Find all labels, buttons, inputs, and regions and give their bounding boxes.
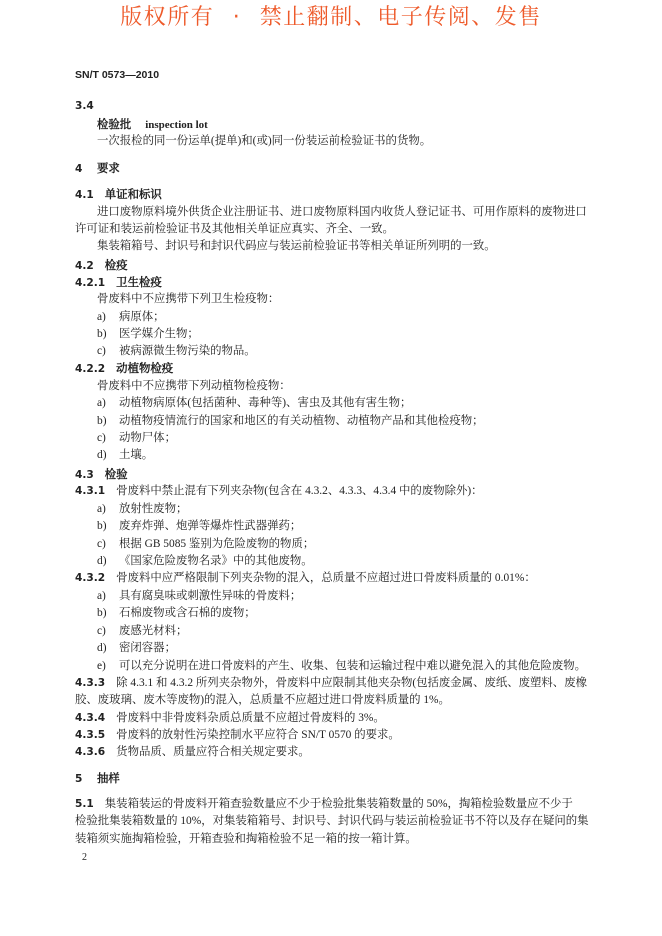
clause-5-1-line1: [75, 797, 573, 811]
clause-number: 5: [75, 773, 83, 785]
clause-number: 4.3.6: [75, 746, 106, 758]
clause-title: 要求: [97, 161, 120, 175]
list-item: [97, 659, 586, 673]
list-label: a): [97, 590, 106, 602]
clause-5-1-line3: 装箱须实施掏箱检验，开箱查验和掏箱检验不足一箱的按一箱计算。: [75, 833, 417, 845]
clause-4-2-1-heading: [75, 275, 162, 289]
clause-4-heading: [75, 161, 120, 175]
clause-4-1-heading: [75, 187, 162, 201]
list-text: 密闭容器；: [119, 642, 176, 654]
clause-4-3-3-line1: [75, 676, 587, 690]
list-label: d): [97, 449, 107, 461]
list-text: 可以充分说明在进口骨废料的产生、收集、包装和运输过程中难以避免混入的其他危险废物。: [119, 660, 587, 672]
term-chinese: 检验批: [97, 117, 132, 131]
list-item: [97, 310, 165, 324]
clause-text: 骨废料中禁止混有下列夹杂物(包含在 4.3.2、4.3.3、4.3.4 中的废物除外)：: [116, 485, 483, 497]
list-label: b): [97, 520, 107, 532]
clause-4-3-heading: [75, 467, 128, 481]
clause-4-3-1: [75, 484, 483, 498]
clause-text: 除 4.3.1 和 4.3.2 所列夹杂物外，骨废料中应限制其他夹杂物(包括废金属、废纸、废塑料、废橡: [116, 677, 587, 689]
term-line: [97, 117, 208, 131]
document-code-header: SN/T 0573—2010: [75, 69, 160, 81]
list-text: 病原体；: [119, 311, 165, 323]
clause-5-1-line2: 检验批集装箱数量的 10%，对集装箱箱号、封识号、封识代码与装运前检验证书不符以及存在疑问的集: [75, 815, 589, 827]
list-item: [97, 431, 176, 445]
clause-text: 骨废料的放射性污染控制水平应符合 SN/T 0570 的要求。: [116, 729, 400, 741]
list-text: 废感光材料；: [119, 625, 188, 637]
clause-title: 卫生检疫: [116, 275, 162, 289]
clause-text: 集装箱装运的骨废料开箱查验数量应不少于检验批集装箱数量的 50%，掏箱检验数量应不少于: [104, 798, 573, 810]
list-label: b): [97, 328, 107, 340]
list-item: [97, 502, 187, 516]
clause-4-3-2: [75, 571, 536, 585]
clause-4-3-3-line2: 胶、废玻璃、废木等废物)的混入，总质量不应超过进口骨废料质量的 1%。: [75, 694, 450, 706]
clause-title: 动植物检疫: [116, 361, 174, 375]
clause-number: 4.3.5: [75, 729, 106, 741]
clause-number: 4.3.4: [75, 712, 106, 724]
list-label: e): [97, 660, 106, 672]
clause-number: 4.3.2: [75, 572, 106, 584]
clause-4-3-5: [75, 728, 400, 742]
clause-number: 4.2.1: [75, 277, 106, 289]
list-label: a): [97, 311, 106, 323]
clause-4-2-2-intro: 骨废料中不应携带下列动植物检疫物：: [97, 380, 291, 392]
clause-number: 4.1: [75, 189, 94, 201]
list-label: c): [97, 538, 106, 550]
clause-title: 单证和标识: [104, 187, 162, 201]
list-item: [97, 327, 199, 341]
list-item: [97, 414, 484, 428]
list-label: a): [97, 503, 106, 515]
list-item: [97, 344, 256, 358]
clause-title: 检疫: [104, 258, 128, 272]
list-text: 动植物疫情流行的国家和地区的有关动植物、动植物产品和其他检疫物；: [119, 415, 484, 427]
list-item: [97, 519, 301, 533]
clause-4-3-6: [75, 745, 310, 759]
list-label: a): [97, 397, 106, 409]
clause-4-2-2-heading: [75, 361, 173, 375]
clause-title: 抽样: [97, 771, 120, 785]
list-text: 土壤。: [119, 449, 154, 461]
clause-4-1-para2: 集装箱箱号、封识号和封识代码应与装运前检验证书等相关单证所列明的一致。: [97, 240, 496, 252]
clause-number: 4.3: [75, 469, 94, 481]
clause-number: 3.4: [75, 100, 94, 112]
list-label: c): [97, 625, 106, 637]
list-text: 动植物病原体(包括菌种、毒种等)、害虫及其他有害生物；: [119, 397, 412, 409]
clause-number: 5.1: [75, 798, 94, 810]
list-item: [97, 606, 256, 620]
clause-text: 货物品质、质量应符合相关规定要求。: [116, 746, 310, 758]
list-item: [97, 537, 314, 551]
list-item: [97, 396, 411, 410]
copyright-banner: 版权所有 · 禁止翻制、电子传阅、发售: [120, 5, 542, 30]
list-text: 石棉废物或含石棉的废物；: [119, 607, 256, 619]
list-label: b): [97, 607, 107, 619]
clause-number: 4.3.3: [75, 677, 106, 689]
list-text: 放射性废物；: [119, 503, 188, 515]
clause-4-1-para1-line1: 进口废物原料境外供货企业注册证书、进口废物原料国内收货人登记证书、可用作原料的废物进口: [97, 206, 587, 218]
list-text: 医学媒介生物；: [119, 328, 199, 340]
list-label: d): [97, 642, 107, 654]
term-definition: 一次报检的同一份运单(提单)和(或)同一份装运前检验证书的货物。: [97, 135, 432, 147]
clause-5-heading: [75, 771, 120, 785]
list-label: c): [97, 432, 106, 444]
list-text: 《国家危险废物名录》中的其他废物。: [119, 555, 313, 567]
clause-4-3-4: [75, 711, 385, 725]
clause-4-2-1-intro: 骨废料中不应携带下列卫生检疫物：: [97, 293, 280, 305]
list-item: [97, 448, 153, 462]
page-number: 2: [82, 852, 87, 863]
clause-4-2-heading: [75, 258, 128, 272]
list-text: 动物尸体；: [119, 432, 176, 444]
list-item: [97, 641, 176, 655]
list-text: 具有腐臭味或刺激性异味的骨废料；: [119, 590, 302, 602]
clause-number: 4: [75, 163, 83, 175]
term-english: inspection lot: [145, 119, 208, 131]
list-label: d): [97, 555, 107, 567]
list-item: [97, 554, 313, 568]
list-text: 被病源微生物污染的物品。: [119, 345, 256, 357]
clause-text: 骨废料中非骨废料杂质总质量不应超过骨废料的 3%。: [116, 712, 385, 724]
clause-number: 4.2: [75, 260, 94, 272]
clause-title: 检验: [104, 467, 128, 481]
list-label: c): [97, 345, 106, 357]
list-text: 废弃炸弹、炮弹等爆炸性武器弹药；: [119, 520, 302, 532]
list-item: [97, 624, 187, 638]
list-label: b): [97, 415, 107, 427]
clause-number: 4.2.2: [75, 363, 106, 375]
clause-3-4-heading: [75, 99, 105, 113]
clause-4-1-para1-line2: 许可证和装运前检验证书及其他相关单证应真实、齐全、一致。: [75, 223, 394, 235]
clause-number: 4.3.1: [75, 485, 106, 497]
clause-text: 骨废料中应严格限制下列夹杂物的混入，总质量不应超过进口骨废料质量的 0.01%：: [116, 572, 536, 584]
list-text: 根据 GB 5085 鉴别为危险废物的物质；: [119, 538, 315, 550]
list-item: [97, 589, 301, 603]
